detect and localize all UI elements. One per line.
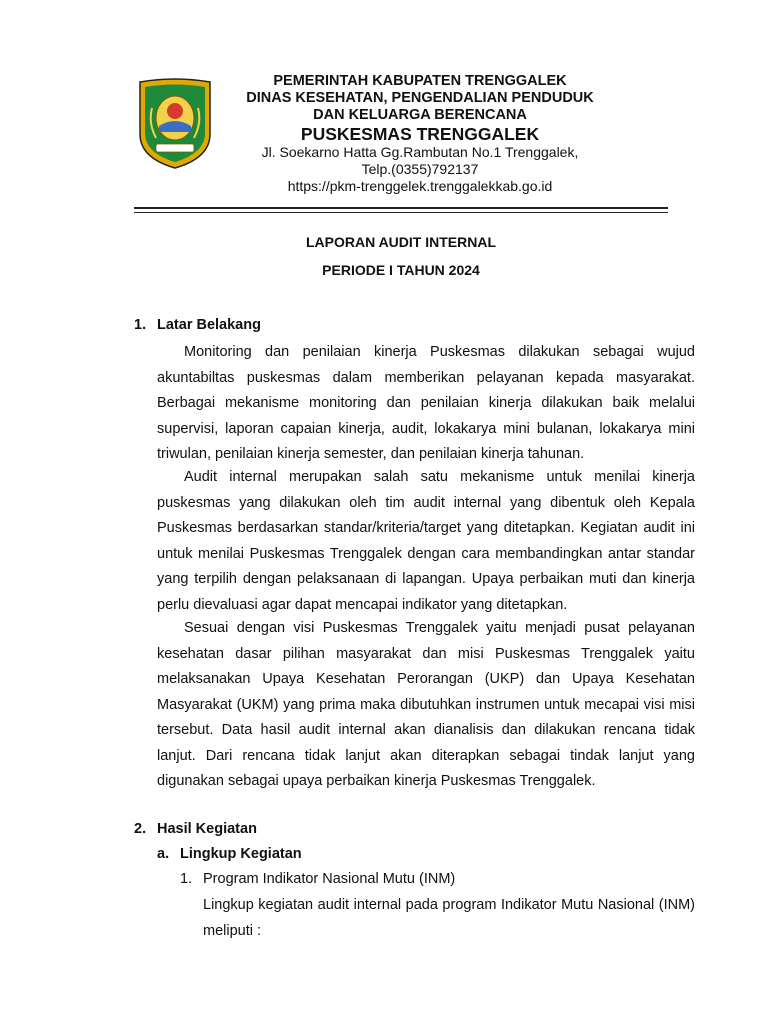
header-department-cont: DAN KELUARGA BERENCANA [313, 107, 527, 123]
section-1-heading [134, 317, 261, 333]
report-period: PERIODE I TAHUN 2024 [322, 262, 480, 278]
paragraph-2 [157, 465, 695, 618]
header-department: DINAS KESEHATAN, PENGENDALIAN PENDUDUK [246, 90, 594, 106]
header-address: Jl. Soekarno Hatta Gg.Rambutan No.1 Trenggalek, [261, 144, 579, 160]
header-government: PEMERINTAH KABUPATEN TRENGGALEK [273, 73, 567, 89]
subsection-a-heading [157, 846, 302, 862]
header-institution-name: PUSKESMAS TRENGGALEK [300, 124, 540, 144]
section-2-heading [134, 821, 257, 837]
paragraph-3-text: Sesuai dengan visi Puskesmas Trenggalek yaitu menjadi pusat pelayanan kesehatan dasar pilihan masyarakat dan misi Puskesmas Trenggalek yaitu melaksanakan Upaya Kesehatan Perorangan (UKP) dan Upaya Kesehatan Masyarakat (UKM) yang prima maka dibutuhkan instrumen untuk mecapai visi misi tersebut. Data hasil audit internal akan dianalisis dan dilakukan rencana tidak lanjut. Dari rencana tidak lanjut akan diterapkan sebagai tindak lanjut yang digunakan sebagai upaya perbaikan kinerja Puskesmas Trenggalek. [157, 620, 695, 789]
list-item-1-text: Lingkup kegiatan audit internal pada program Indikator Mutu Nasional (INM) meliputi : [203, 897, 695, 939]
subsection-a-title: Lingkup Kegiatan [180, 846, 302, 862]
paragraph-3 [157, 616, 695, 795]
header-website: https://pkm-trenggelek.trenggalekkab.go.id [287, 178, 553, 194]
report-title: LAPORAN AUDIT INTERNAL [305, 234, 497, 250]
header-divider-thin [134, 212, 668, 213]
letterhead [230, 73, 610, 195]
paragraph-2-text: Audit internal merupakan salah satu mekanisme untuk menilai kinerja puskesmas yang dilakukan oleh tim audit internal yang dibentuk oleh Kepala Puskesmas berdasarkan standar/kriteria/target yang ditetapkan. Kegiatan audit ini untuk menilai Puskesmas Trenggalek dengan cara membandingkan antar standar yang terpilih dengan pelaksanaan di lapangan. Upaya perbaikan muti dan kinerja perlu dievaluasi agar dapat mencapai indikator yang ditetapkan. [157, 469, 695, 613]
header-phone: Telp.(0355)792137 [361, 161, 479, 177]
trenggalek-coat-of-arms-logo [136, 78, 214, 170]
list-item-1 [180, 871, 455, 887]
section-2-title: Hasil Kegiatan [157, 821, 257, 837]
paragraph-1 [157, 340, 695, 468]
paragraph-1-text: Monitoring dan penilaian kinerja Puskesmas dilakukan sebagai wujud akuntabiltas puskesmas dalam memberikan pelayanan kepada masyarakat. Berbagai mekanisme monitoring dan penilaian kinerja dilakukan baik melalui supervisi, laporan capaian kinerja, audit, lokakarya mini bulanan, lokakarya mini triwulan, penilaian kinerja semester, dan penilaian kinerja tahunan. [157, 344, 695, 462]
section-1-title: Latar Belakang [157, 317, 261, 333]
section-1-number: 1. [134, 317, 147, 333]
section-2-number: 2. [134, 821, 147, 837]
list-item-1-title: Program Indikator Nasional Mutu (INM) [203, 871, 456, 887]
list-item-1-number: 1. [180, 871, 193, 887]
header-divider-thick [134, 207, 668, 209]
subsection-a-letter: a. [157, 846, 170, 862]
